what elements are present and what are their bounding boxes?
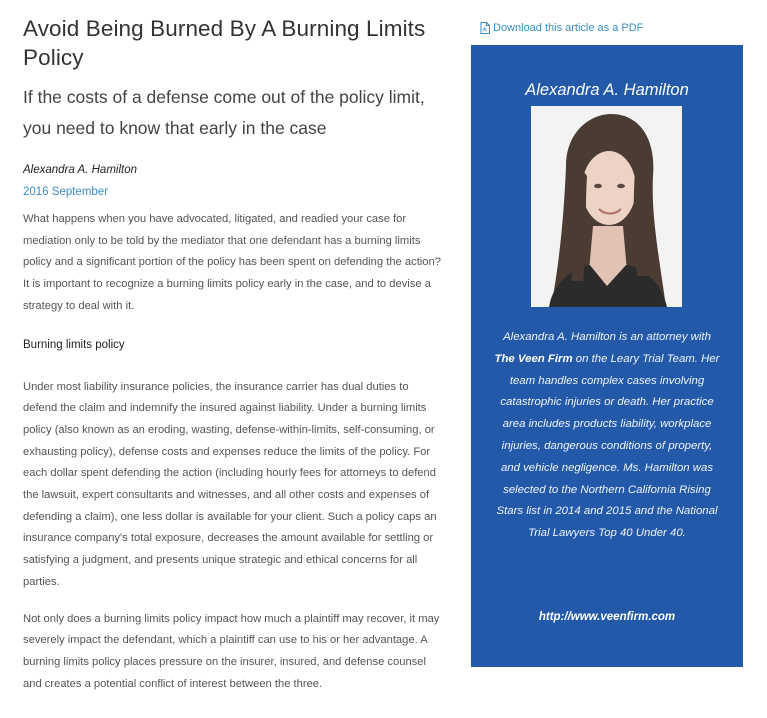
article	[23, 14, 443, 695]
article-paragraph: Under most liability insurance policies, the insurance carrier has dual duties to defend the claim and indemnify the insured against liability. Under a burning limits policy (also known as an eroding, wasting, defense-within-limits, self-consuming, or exhausting policy), defense costs and expenses reduce the limits of the policy. For each dollar spent defending the action (including hourly fees for attorneys to defend the lawsuit, expert consultants and witnesses, and all other costs and expenses of defending a claim), one less dollar is available for your client. Such a policy caps an insurance company's total exposure, decreases the amount available for settling or satisfying a judgment, and presents unique strategic and ethical concerns for all parties.	[23, 380, 437, 588]
author-sidebar	[471, 45, 743, 667]
bio-text: on the Leary Trial Team. Her team handles complex cases involving catastrophic injuries or death. Her practice area includes products liability, workplace injuries, dangerous conditions of property, and vehicle negligence. Ms. Hamilton was selected to the Northern California Rising Stars list in 2014 and 2015 and the National Trial Lawyers Top 40 Under 40.	[496, 352, 720, 540]
article-subtitle: If the costs of a defense come out of the policy limit, you need to know that early in the case	[23, 87, 425, 138]
sidebar-author-name: Alexandra A. Hamilton	[525, 81, 689, 99]
bio-text: Alexandra A. Hamilton is an attorney with	[503, 331, 711, 343]
pdf-file-icon	[480, 22, 490, 34]
article-paragraph: What happens when you have advocated, litigated, and readied your case for mediation only to be told by the mediator that one defendant has a burning limits policy and a significant portion of the policy has been spent on defending the action? It is important to recognize a burning limits policy early in the case, and to devise a strategy to deal with it.	[23, 213, 441, 312]
download-pdf-label: Download this article as a PDF	[493, 22, 644, 34]
download-pdf-link[interactable]	[480, 20, 643, 36]
article-paragraph: Not only does a burning limits policy impact how much a plaintiff may recover, it may severely impact the defendant, which a plaintiff can use to his or her advantage. A burning limits policy places pressure on the insurer, insured, and defense counsel and creates a potential conflict of interest between the three.	[23, 612, 440, 690]
article-author: Alexandra A. Hamilton	[23, 164, 137, 176]
article-date-link[interactable]: 2016 September	[23, 186, 109, 198]
author-photo	[531, 106, 682, 307]
firm-link[interactable]: The Veen Firm	[494, 352, 573, 365]
firm-website-link[interactable]: http://www.veenfirm.com	[538, 611, 676, 623]
section-heading: Burning limits policy	[23, 338, 125, 351]
article-title: Avoid Being Burned By A Burning Limits Policy	[23, 16, 426, 70]
author-bio	[493, 327, 721, 545]
